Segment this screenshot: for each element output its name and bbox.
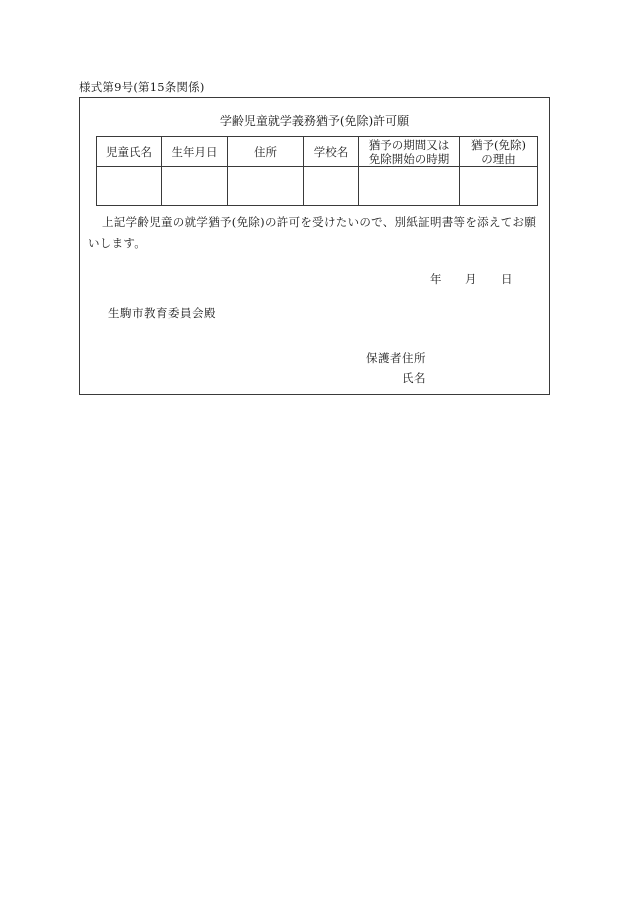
header-period-line-2: 免除開始の時期 — [368, 151, 450, 166]
header-child-name — [97, 137, 162, 167]
header-period — [359, 137, 460, 167]
guardian-address-label: 保護者住所 — [366, 351, 426, 365]
cell-reason — [460, 167, 538, 206]
form-number: 様式第9号(第15条関係) — [79, 80, 205, 94]
date-day-label: 日 — [501, 272, 513, 286]
header-reason-line-2: の理由 — [481, 151, 516, 166]
header-birth-date-label: 生年月日 — [171, 144, 218, 159]
table-row — [97, 167, 538, 206]
header-reason-line-1: 猶予(免除) — [471, 137, 526, 152]
guardian-name-label: 氏名 — [402, 371, 426, 385]
header-school-name — [304, 137, 359, 167]
cell-period — [359, 167, 460, 206]
cell-school-name — [304, 167, 359, 206]
cell-birth-date — [162, 167, 228, 206]
cell-address — [228, 167, 304, 206]
addressee: 生駒市教育委員会殿 — [108, 306, 216, 320]
application-frame — [79, 97, 550, 395]
header-child-name-label: 児童氏名 — [106, 144, 152, 159]
header-address — [228, 137, 304, 167]
cell-child-name — [97, 167, 162, 206]
header-reason — [460, 137, 538, 167]
request-statement: 上記学齢児童の就学猶予(免除)の許可を受けたいので、別紙証明書等を添えてお願いします。 — [88, 215, 537, 250]
header-school-name-label: 学校名 — [313, 144, 349, 159]
application-table — [96, 136, 538, 206]
date-month-label: 月 — [465, 272, 477, 286]
table-header-row — [97, 137, 538, 167]
header-period-line-1: 猶予の期間又は — [368, 137, 450, 152]
header-birth-date — [162, 137, 228, 167]
date-year-label: 年 — [430, 272, 442, 286]
header-address-label: 住所 — [254, 144, 277, 159]
form-title: 学齢児童就学義務猶予(免除)許可願 — [219, 114, 410, 128]
